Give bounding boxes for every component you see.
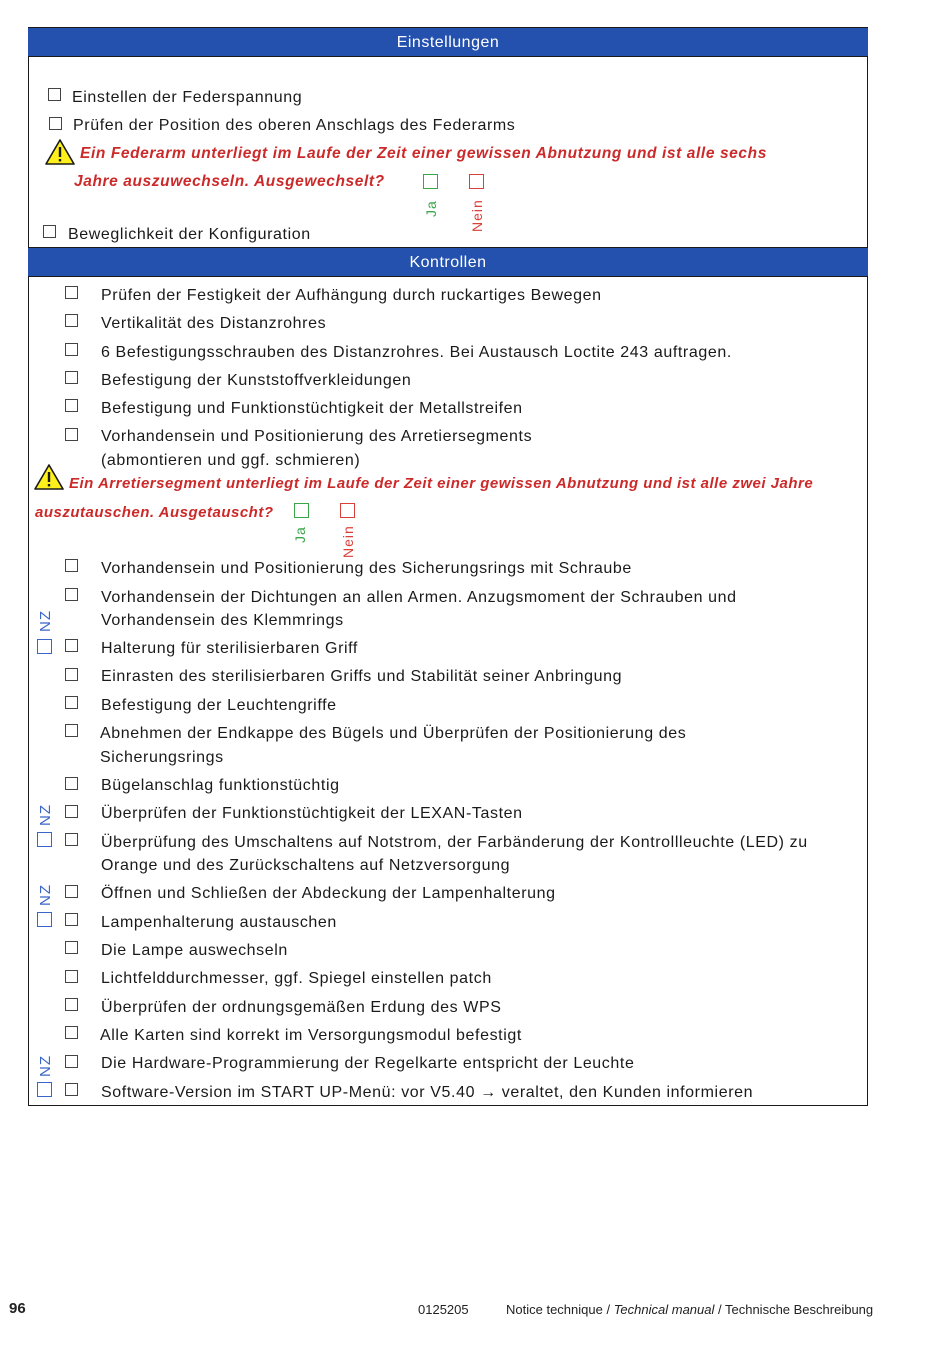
checkbox[interactable] bbox=[65, 399, 78, 412]
warning-text: Jahre auszuwechseln. Ausgewechselt? bbox=[74, 173, 385, 190]
checkbox[interactable] bbox=[65, 428, 78, 441]
checkbox-ja[interactable] bbox=[423, 174, 438, 189]
doc-number: 0125205 bbox=[418, 1302, 469, 1317]
checkbox[interactable] bbox=[65, 286, 78, 299]
checkbox[interactable] bbox=[65, 1026, 78, 1039]
checkbox-ja[interactable] bbox=[294, 503, 309, 518]
page-number: 96 bbox=[9, 1300, 26, 1317]
nz-label: NZ bbox=[37, 804, 54, 826]
section-header-einstellungen: Einstellungen bbox=[28, 27, 868, 57]
checkbox[interactable] bbox=[65, 639, 78, 652]
checkbox[interactable] bbox=[65, 314, 78, 327]
item-label: Überprüfen der Funktionstüchtigkeit der LEXAN-Tasten bbox=[101, 805, 523, 822]
warning-text: auszutauschen. Ausgetauscht? bbox=[35, 504, 274, 521]
item-label: Befestigung der Kunststoffverkleidungen bbox=[101, 372, 412, 389]
manual-title bbox=[506, 1302, 873, 1317]
item-label: Einstellen der Federspannung bbox=[72, 89, 303, 106]
checkbox-nz[interactable] bbox=[37, 1082, 52, 1097]
item-label: Vorhandensein und Positionierung des Arretiersegments bbox=[101, 428, 533, 445]
warning-triangle-icon bbox=[45, 139, 75, 165]
item-label: 6 Befestigungsschrauben des Distanzrohres. Bei Austausch Loctite 243 auftragen. bbox=[101, 344, 732, 361]
item-label: Alle Karten sind korrekt im Versorgungsmodul befestigt bbox=[100, 1027, 522, 1044]
checkbox[interactable] bbox=[65, 970, 78, 983]
checkbox[interactable] bbox=[65, 696, 78, 709]
item-label: Die Hardware-Programmierung der Regelkarte entspricht der Leuchte bbox=[101, 1055, 635, 1072]
nein-label: Nein bbox=[469, 199, 485, 232]
item-label: Vorhandensein des Klemmrings bbox=[101, 612, 344, 629]
checkbox[interactable] bbox=[65, 588, 78, 601]
warning-text: Ein Federarm unterliegt im Laufe der Zeit einer gewissen Abnutzung und ist alle sechs bbox=[80, 145, 767, 162]
item-label: Halterung für sterilisierbaren Griff bbox=[101, 640, 358, 657]
checkbox[interactable] bbox=[65, 805, 78, 818]
checkbox-nein[interactable] bbox=[340, 503, 355, 518]
item-label: Orange und des Zurückschaltens auf Netzversorgung bbox=[101, 857, 511, 874]
checkbox[interactable] bbox=[65, 371, 78, 384]
nz-label: NZ bbox=[37, 610, 54, 632]
checkbox[interactable] bbox=[65, 885, 78, 898]
checkbox[interactable] bbox=[65, 941, 78, 954]
ja-label: Ja bbox=[292, 526, 308, 543]
item-label: Lampenhalterung austauschen bbox=[101, 914, 337, 931]
item-label: Prüfen der Position des oberen Anschlags des Federarms bbox=[73, 117, 516, 134]
item-label: Überprüfen der ordnungsgemäßen Erdung des WPS bbox=[101, 999, 502, 1016]
warning-triangle-icon bbox=[34, 464, 64, 490]
checkbox[interactable] bbox=[65, 1083, 78, 1096]
item-label: Befestigung und Funktionstüchtigkeit der Metallstreifen bbox=[101, 400, 523, 417]
item-label: Lichtfelddurchmesser, ggf. Spiegel einstellen patch bbox=[101, 970, 492, 987]
warning-text: Ein Arretiersegment unterliegt im Laufe der Zeit einer gewissen Abnutzung und ist alle zwei Jahre bbox=[69, 475, 814, 492]
checkbox-beweglichkeit[interactable] bbox=[43, 225, 56, 238]
item-label: Beweglichkeit der Konfiguration bbox=[68, 226, 311, 243]
checkbox[interactable] bbox=[65, 833, 78, 846]
item-label: (abmontieren und ggf. schmieren) bbox=[101, 452, 361, 469]
ja-label: Ja bbox=[423, 200, 439, 217]
checkbox[interactable] bbox=[65, 724, 78, 737]
checkbox[interactable] bbox=[65, 913, 78, 926]
item-label: Vertikalität des Distanzrohres bbox=[101, 315, 327, 332]
item-label: Prüfen der Festigkeit der Aufhängung durch ruckartiges Bewegen bbox=[101, 287, 602, 304]
title-en: Technical manual bbox=[613, 1302, 715, 1317]
item-label: Abnehmen der Endkappe des Bügels und Überprüfen der Positionierung des bbox=[100, 725, 687, 742]
checkbox-nz[interactable] bbox=[37, 832, 52, 847]
checkbox[interactable] bbox=[65, 668, 78, 681]
checkbox-nz[interactable] bbox=[37, 639, 52, 654]
section-header-kontrollen: Kontrollen bbox=[28, 247, 868, 277]
item-label: Vorhandensein und Positionierung des Sicherungsrings mit Schraube bbox=[101, 560, 632, 577]
checkbox-anschlag[interactable] bbox=[49, 117, 62, 130]
checkbox-nein[interactable] bbox=[469, 174, 484, 189]
checkbox-federspannung[interactable] bbox=[48, 88, 61, 101]
item-label: Öffnen und Schließen der Abdeckung der Lampenhalterung bbox=[101, 885, 556, 902]
checkbox[interactable] bbox=[65, 777, 78, 790]
item-label: Befestigung der Leuchtengriffe bbox=[101, 697, 337, 714]
nz-label: NZ bbox=[37, 1055, 54, 1077]
item-label: Einrasten des sterilisierbaren Griffs und Stabilität seiner Anbringung bbox=[101, 668, 623, 685]
checkbox[interactable] bbox=[65, 1055, 78, 1068]
nein-label: Nein bbox=[340, 525, 356, 558]
item-label: Bügelanschlag funktionstüchtig bbox=[101, 777, 340, 794]
title-de: / Technische Beschreibung bbox=[714, 1302, 874, 1317]
item-label: Vorhandensein der Dichtungen an allen Armen. Anzugsmoment der Schrauben und bbox=[101, 589, 737, 606]
item-label: Sicherungsrings bbox=[100, 749, 224, 766]
nz-label: NZ bbox=[37, 884, 54, 906]
checkbox[interactable] bbox=[65, 343, 78, 356]
checkbox-nz[interactable] bbox=[37, 912, 52, 927]
checkbox[interactable] bbox=[65, 559, 78, 572]
title-fr: Notice technique / bbox=[506, 1302, 614, 1317]
item-label: Die Lampe auswechseln bbox=[101, 942, 288, 959]
item-label: Software-Version im START UP-Menü: vor V5.40 → veraltet, den Kunden informieren bbox=[101, 1084, 754, 1101]
item-label: Überprüfung des Umschaltens auf Notstrom, der Farbänderung der Kontrollleuchte (LED) zu bbox=[101, 834, 808, 851]
checkbox[interactable] bbox=[65, 998, 78, 1011]
